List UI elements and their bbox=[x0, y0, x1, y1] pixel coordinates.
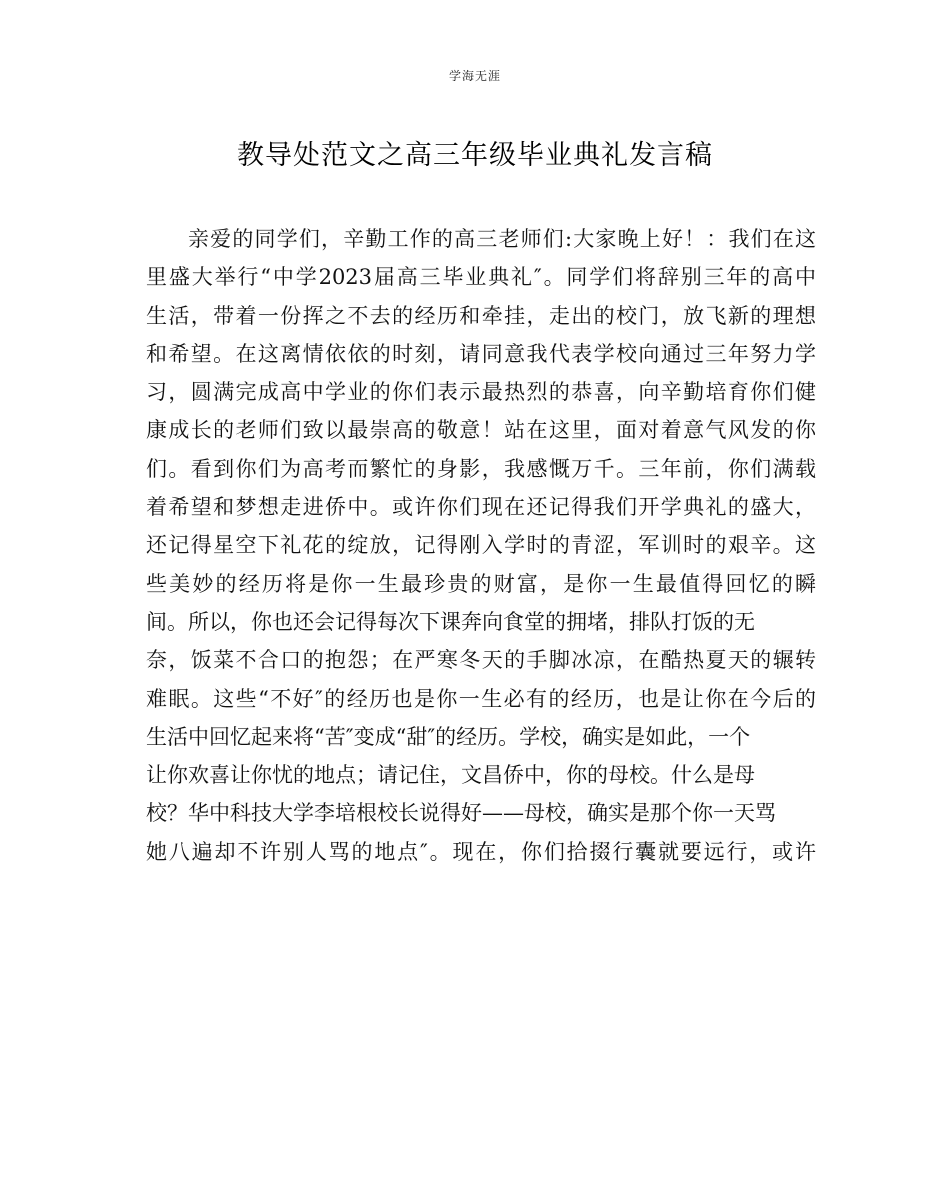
body-line: 和希望。在这离情依依的时刻，请同意我代表学校向通过三年努力学 bbox=[146, 341, 816, 366]
document-body bbox=[146, 220, 816, 871]
body-line: 些美妙的经历将是你一生最珍贵的财富，是你一生最值得回忆的瞬 bbox=[146, 571, 816, 596]
body-line: 们。看到你们为高考而繁忙的身影，我感慨万千。三年前，你们满载 bbox=[146, 456, 816, 481]
document-title: 教导处范文之高三年级毕业典礼发言稿 bbox=[237, 140, 713, 171]
body-line: 还记得星空下礼花的绽放，记得刚入学时的青涩，军训时的艰辛。这 bbox=[146, 533, 816, 558]
body-line: 习，圆满完成高中学业的你们表示最热烈的恭喜，向辛勤培育你们健 bbox=[146, 380, 816, 405]
body-line: 康成长的老师们致以最崇高的敬意！站在这里，面对着意气风发的你 bbox=[146, 418, 816, 443]
body-line: 难眠。这些“不好″的经历也是你一生必有的经历，也是让你在今后的 bbox=[146, 686, 816, 711]
body-line: 里盛大举行“中学2023届高三毕业典礼″。同学们将辞别三年的高中 bbox=[146, 265, 816, 290]
body-line: 让你欢喜让你忧的地点；请记住，文昌侨中，你的母校。什么是母 bbox=[146, 763, 755, 788]
body-line: 生活中回忆起来将“苦″变成“甜″的经历。学校，确实是如此，一个 bbox=[146, 724, 751, 749]
body-line: 亲爱的同学们，辛勤工作的高三老师们:大家晚上好！：我们在这 bbox=[188, 227, 816, 251]
body-line: 她八遍却不许别人骂的地点″。现在，你们拾掇行囊就要远行，或许 bbox=[146, 839, 816, 864]
body-line: 校？华中科技大学李培根校长说得好——母校，确实是那个你一天骂 bbox=[146, 801, 776, 826]
page-header: 学海无涯 bbox=[448, 69, 501, 83]
body-line: 着希望和梦想走进侨中。或许你们现在还记得我们开学典礼的盛大， bbox=[146, 495, 816, 520]
body-line: 奈，饭菜不合口的抱怨；在严寒冬天的手脚冰凉，在酷热夏天的辗转 bbox=[146, 648, 816, 673]
body-line: 间。所以，你也还会记得每次下课奔向食堂的拥堵，排队打饭的无 bbox=[146, 609, 755, 634]
body-line: 生活，带着一份挥之不去的经历和牵挂，走出的校门，放飞新的理想 bbox=[146, 303, 816, 328]
